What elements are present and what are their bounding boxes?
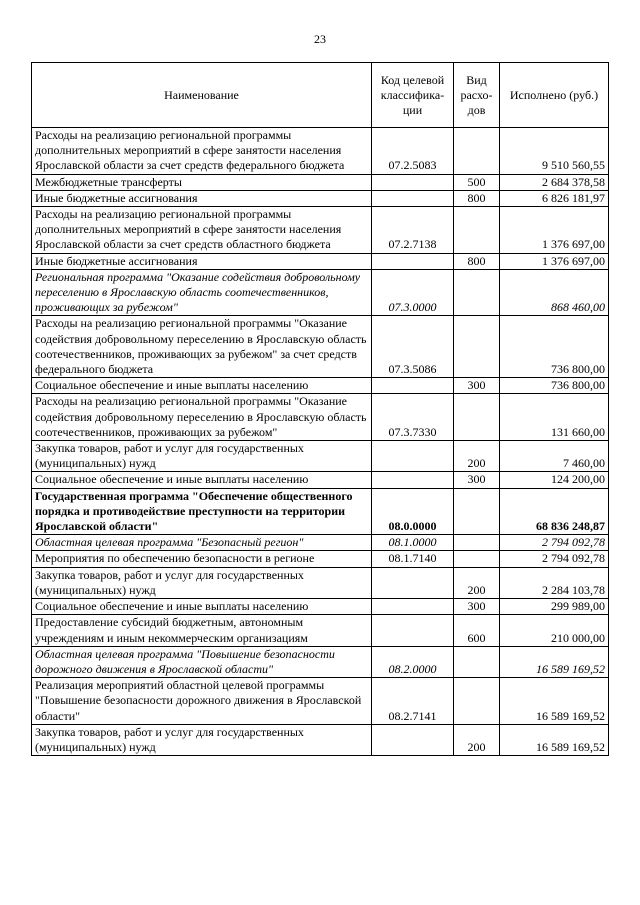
row-amount: 2 684 378,58: [500, 174, 609, 190]
row-type: [454, 316, 500, 378]
row-amount: 2 794 092,78: [500, 551, 609, 567]
row-name: Реализация мероприятий областной целевой программы "Повышение безопасности дорожного движения в Ярославской области": [32, 678, 372, 725]
row-amount: 2 284 103,78: [500, 567, 609, 598]
row-code: 07.3.7330: [372, 394, 454, 441]
table-row: [32, 678, 609, 725]
row-name: Мероприятия по обеспечению безопасности в регионе: [32, 551, 372, 567]
row-code: [372, 724, 454, 755]
row-type: [454, 128, 500, 175]
row-name: Иные бюджетные ассигнования: [32, 253, 372, 269]
header-name: Наименование: [32, 63, 372, 128]
row-code: [372, 174, 454, 190]
table-body: [32, 128, 609, 756]
table-row: [32, 441, 609, 472]
row-amount: 131 660,00: [500, 394, 609, 441]
row-type: [454, 535, 500, 551]
row-amount: 299 989,00: [500, 599, 609, 615]
page-number: 23: [314, 32, 326, 46]
row-amount: 868 460,00: [500, 269, 609, 316]
table-row: [32, 253, 609, 269]
row-amount: 16 589 169,52: [500, 646, 609, 677]
table-row: [32, 316, 609, 378]
table-row: [32, 269, 609, 316]
row-name: Областная целевая программа "Безопасный регион": [32, 535, 372, 551]
table-row: [32, 488, 609, 535]
row-code: [372, 567, 454, 598]
row-amount: 2 794 092,78: [500, 535, 609, 551]
header-type: Вид расхо-дов: [454, 63, 500, 128]
row-name: Расходы на реализацию региональной программы "Оказание содействия добровольному переселению в Ярославскую область соотечественников, проживающих за рубежом": [32, 394, 372, 441]
row-amount: 16 589 169,52: [500, 678, 609, 725]
table-row: [32, 567, 609, 598]
row-code: [372, 472, 454, 488]
row-type: [454, 646, 500, 677]
row-code: [372, 253, 454, 269]
row-code: [372, 615, 454, 646]
row-code: 08.0.0000: [372, 488, 454, 535]
table-row: [32, 394, 609, 441]
budget-table: [31, 62, 609, 756]
row-amount: 1 376 697,00: [500, 253, 609, 269]
table-row: [32, 190, 609, 206]
row-code: 08.1.0000: [372, 535, 454, 551]
table-row: [32, 378, 609, 394]
row-amount: 210 000,00: [500, 615, 609, 646]
row-amount: 68 836 248,87: [500, 488, 609, 535]
row-type: [454, 678, 500, 725]
row-name: Расходы на реализацию региональной программы дополнительных мероприятий в сфере занятости населения Ярославской области за счет средств областного бюджета: [32, 207, 372, 254]
row-type: 600: [454, 615, 500, 646]
row-type: 800: [454, 253, 500, 269]
row-type: [454, 488, 500, 535]
row-name: Социальное обеспечение и иные выплаты населению: [32, 378, 372, 394]
row-code: 07.2.5083: [372, 128, 454, 175]
row-name: Закупка товаров, работ и услуг для государственных (муниципальных) нужд: [32, 724, 372, 755]
row-name: Предоставление субсидий бюджетным, автономным учреждениям и иным некоммерческим организациям: [32, 615, 372, 646]
row-code: [372, 378, 454, 394]
table-row: [32, 207, 609, 254]
header-code: Код целевой классифика-ции: [372, 63, 454, 128]
row-amount: 6 826 181,97: [500, 190, 609, 206]
row-code: 07.3.5086: [372, 316, 454, 378]
row-name: Социальное обеспечение и иные выплаты населению: [32, 599, 372, 615]
row-type: [454, 269, 500, 316]
table-row: [32, 599, 609, 615]
row-type: 300: [454, 378, 500, 394]
row-name: Государственная программа "Обеспечение общественного порядка и противодействие преступности на территории Ярославской области": [32, 488, 372, 535]
row-code: [372, 599, 454, 615]
row-amount: 736 800,00: [500, 316, 609, 378]
row-name: Расходы на реализацию региональной программы "Оказание содействия добровольному переселению в Ярославскую область соотечественников, проживающих за рубежом" за счет средств федерального бюджета: [32, 316, 372, 378]
row-name: Социальное обеспечение и иные выплаты населению: [32, 472, 372, 488]
row-amount: 9 510 560,55: [500, 128, 609, 175]
row-code: 08.2.0000: [372, 646, 454, 677]
row-amount: 7 460,00: [500, 441, 609, 472]
header-amount: Исполнено (руб.): [500, 63, 609, 128]
row-name: Закупка товаров, работ и услуг для государственных (муниципальных) нужд: [32, 441, 372, 472]
row-code: 08.1.7140: [372, 551, 454, 567]
row-name: Расходы на реализацию региональной программы дополнительных мероприятий в сфере занятости населения Ярославской области за счет средств федерального бюджета: [32, 128, 372, 175]
row-amount: 16 589 169,52: [500, 724, 609, 755]
table-row: [32, 174, 609, 190]
row-code: 07.2.7138: [372, 207, 454, 254]
table-row: [32, 551, 609, 567]
row-type: 500: [454, 174, 500, 190]
row-code: 08.2.7141: [372, 678, 454, 725]
row-amount: 124 200,00: [500, 472, 609, 488]
row-name: Иные бюджетные ассигнования: [32, 190, 372, 206]
row-amount: 1 376 697,00: [500, 207, 609, 254]
row-type: [454, 207, 500, 254]
row-name: Областная целевая программа "Повышение безопасности дорожного движения в Ярославской области": [32, 646, 372, 677]
row-type: [454, 551, 500, 567]
row-code: [372, 441, 454, 472]
row-type: [454, 394, 500, 441]
row-type: 800: [454, 190, 500, 206]
row-code: 07.3.0000: [372, 269, 454, 316]
table-row: [32, 615, 609, 646]
row-name: Межбюджетные трансферты: [32, 174, 372, 190]
table-row: [32, 472, 609, 488]
table-header-row: [32, 63, 609, 128]
row-type: 300: [454, 472, 500, 488]
row-type: 200: [454, 724, 500, 755]
table-row: [32, 128, 609, 175]
row-code: [372, 190, 454, 206]
row-type: 200: [454, 567, 500, 598]
row-type: 200: [454, 441, 500, 472]
table-row: [32, 535, 609, 551]
table-row: [32, 646, 609, 677]
row-type: 300: [454, 599, 500, 615]
table-row: [32, 724, 609, 755]
row-amount: 736 800,00: [500, 378, 609, 394]
row-name: Закупка товаров, работ и услуг для государственных (муниципальных) нужд: [32, 567, 372, 598]
row-name: Региональная программа "Оказание содействия добровольному переселению в Ярославскую область соотечественников, проживающих за рубежом": [32, 269, 372, 316]
